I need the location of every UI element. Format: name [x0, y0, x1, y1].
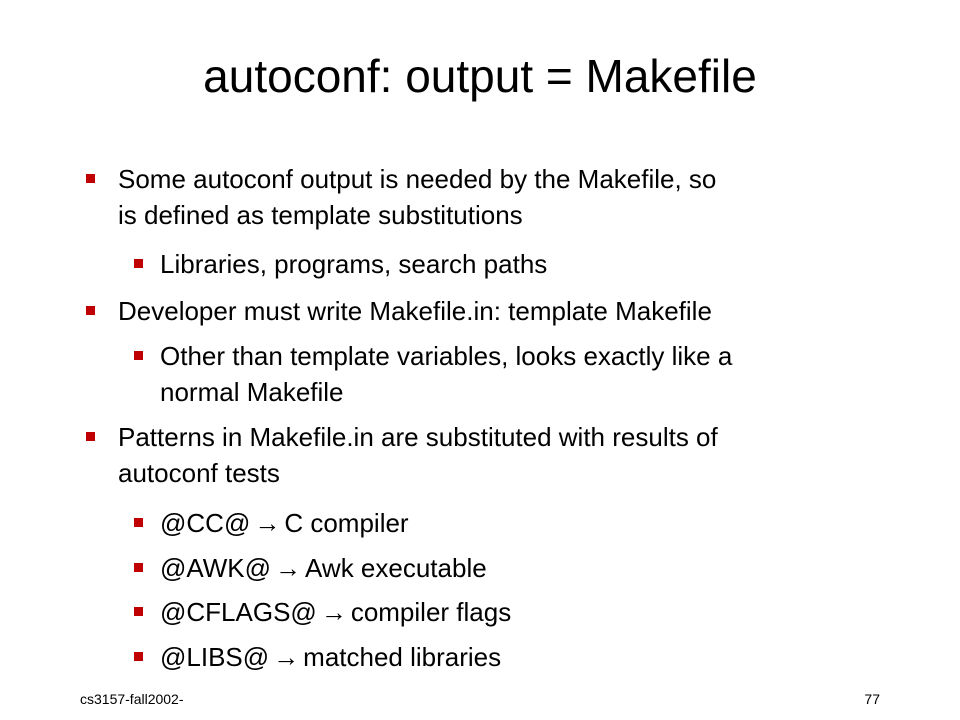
footer-course-label: cs3157-fall2002- — [80, 691, 184, 707]
slide-number: 77 — [864, 691, 880, 707]
template-variable: @AWK@ — [160, 553, 272, 583]
bullet-1-line-1: Some autoconf output is needed by the Makefile, so — [118, 164, 717, 194]
bullet-square-icon — [86, 432, 95, 441]
right-arrow-icon: → — [320, 597, 347, 627]
variable-description: C compiler — [284, 508, 409, 538]
bullet-2-line-1: Developer must write Makefile.in: template Makefile — [118, 296, 712, 326]
template-variable: @CFLAGS@ — [160, 597, 317, 627]
bullet-square-icon — [134, 607, 143, 616]
variable-description: compiler flags — [350, 597, 512, 627]
sub-bullet-1-1-text: Libraries, programs, search paths — [160, 249, 548, 279]
sub-bullet-3-2-text — [160, 551, 487, 585]
variable-description: Awk executable — [305, 553, 487, 583]
variable-description: matched libraries — [303, 642, 502, 672]
sub-bullet-3-1-text — [160, 506, 409, 540]
sub-bullet-2-1-line-2: normal Makefile — [160, 377, 344, 407]
bullet-square-icon — [86, 306, 95, 315]
bullet-square-icon — [86, 174, 95, 183]
bullet-square-icon — [134, 518, 143, 527]
slide-title: autoconf: output = Makefile — [203, 50, 757, 102]
bullet-1-line-2: is defined as template substitutions — [118, 200, 523, 230]
bullet-3-line-1: Patterns in Makefile.in are substituted with results of — [118, 422, 718, 452]
sub-bullet-2-1-line-1: Other than template variables, looks exactly like a — [160, 341, 733, 371]
bullet-square-icon — [134, 351, 143, 360]
bullet-3-line-2: autoconf tests — [118, 458, 280, 488]
template-variable: @CC@ — [160, 508, 251, 538]
bullet-square-icon — [134, 563, 143, 572]
bullet-square-icon — [134, 652, 143, 661]
sub-bullet-3-3-text — [160, 595, 511, 629]
right-arrow-icon: → — [254, 508, 281, 538]
right-arrow-icon: → — [273, 642, 300, 672]
template-variable: @LIBS@ — [160, 642, 270, 672]
sub-bullet-3-4-text — [160, 640, 501, 674]
right-arrow-icon: → — [275, 553, 302, 583]
bullet-square-icon — [134, 259, 143, 268]
